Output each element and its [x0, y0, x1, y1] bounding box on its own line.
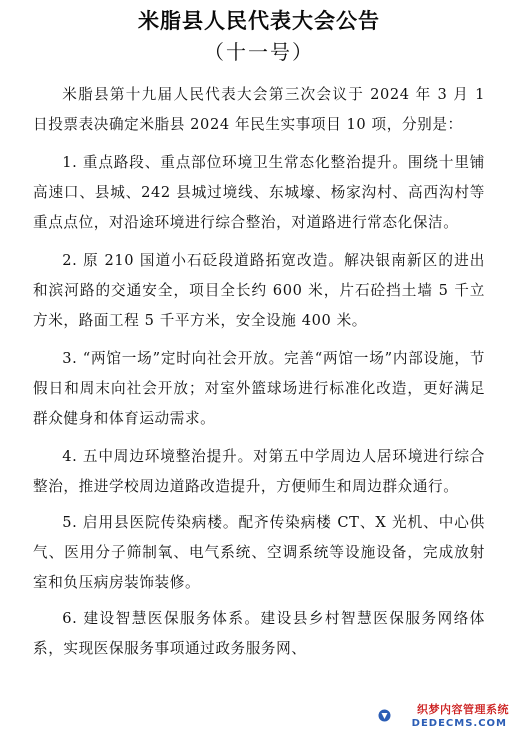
project-item-4: 4. 五中周边环境整治提升。对第五中学周边人居环境进行综合整治，推进学校周边道路改造提升，方便师生和周边群众通行。	[33, 448, 485, 495]
project-item-1: 1. 重点路段、重点部位环境卫生常态化整治提升。围绕十里铺高速口、县城、242 县城过境线、东城壕、杨家沟村、高西沟村等重点点位，对沿途环境进行综合整治，对道路进行常态化保洁。	[33, 154, 485, 231]
notice-title: 米脂县人民代表大会公告	[138, 9, 380, 33]
project-item-5: 5. 启用县医院传染病楼。配齐传染病楼 CT、X 光机、中心供气、医用分子筛制氧、电气系统、空调系统等设施设备，完成放射室和负压病房装饰装修。	[33, 514, 485, 591]
project-item-6: 6. 建设智慧医保服务体系。建设县乡村智慧医保服务网络体系，实现医保服务事项通过政务服务网、	[33, 610, 485, 657]
watermark-site-domain: DEDECMS.COM	[411, 718, 507, 729]
watermark-site-name: 织梦内容管理系统	[417, 703, 509, 716]
project-item-3: 3. “两馆一场”定时向社会开放。完善“两馆一场”内部设施，节假日和周末向社会开放；对室外篮球场进行标准化改造，更好满足群众健身和体育运动需求。	[33, 350, 485, 427]
notice-intro: 米脂县第十九届人民代表大会第三次会议于 2024 年 3 月 1 日投票表决确定米脂县 2024 年民生实事项目 10 项，分别是：	[33, 86, 485, 133]
notice-number: （十一号）	[204, 40, 314, 64]
project-item-2: 2. 原 210 国道小石砭段道路拓宽改造。解决银南新区的进出和滨河路的交通安全，项目全长约 600 米，片石砼挡土墙 5 千立方米，路面工程 5 千平方米，安全设施 400 米。	[33, 252, 485, 329]
dedecms-logo-icon	[378, 709, 391, 722]
site-watermark	[373, 701, 515, 731]
